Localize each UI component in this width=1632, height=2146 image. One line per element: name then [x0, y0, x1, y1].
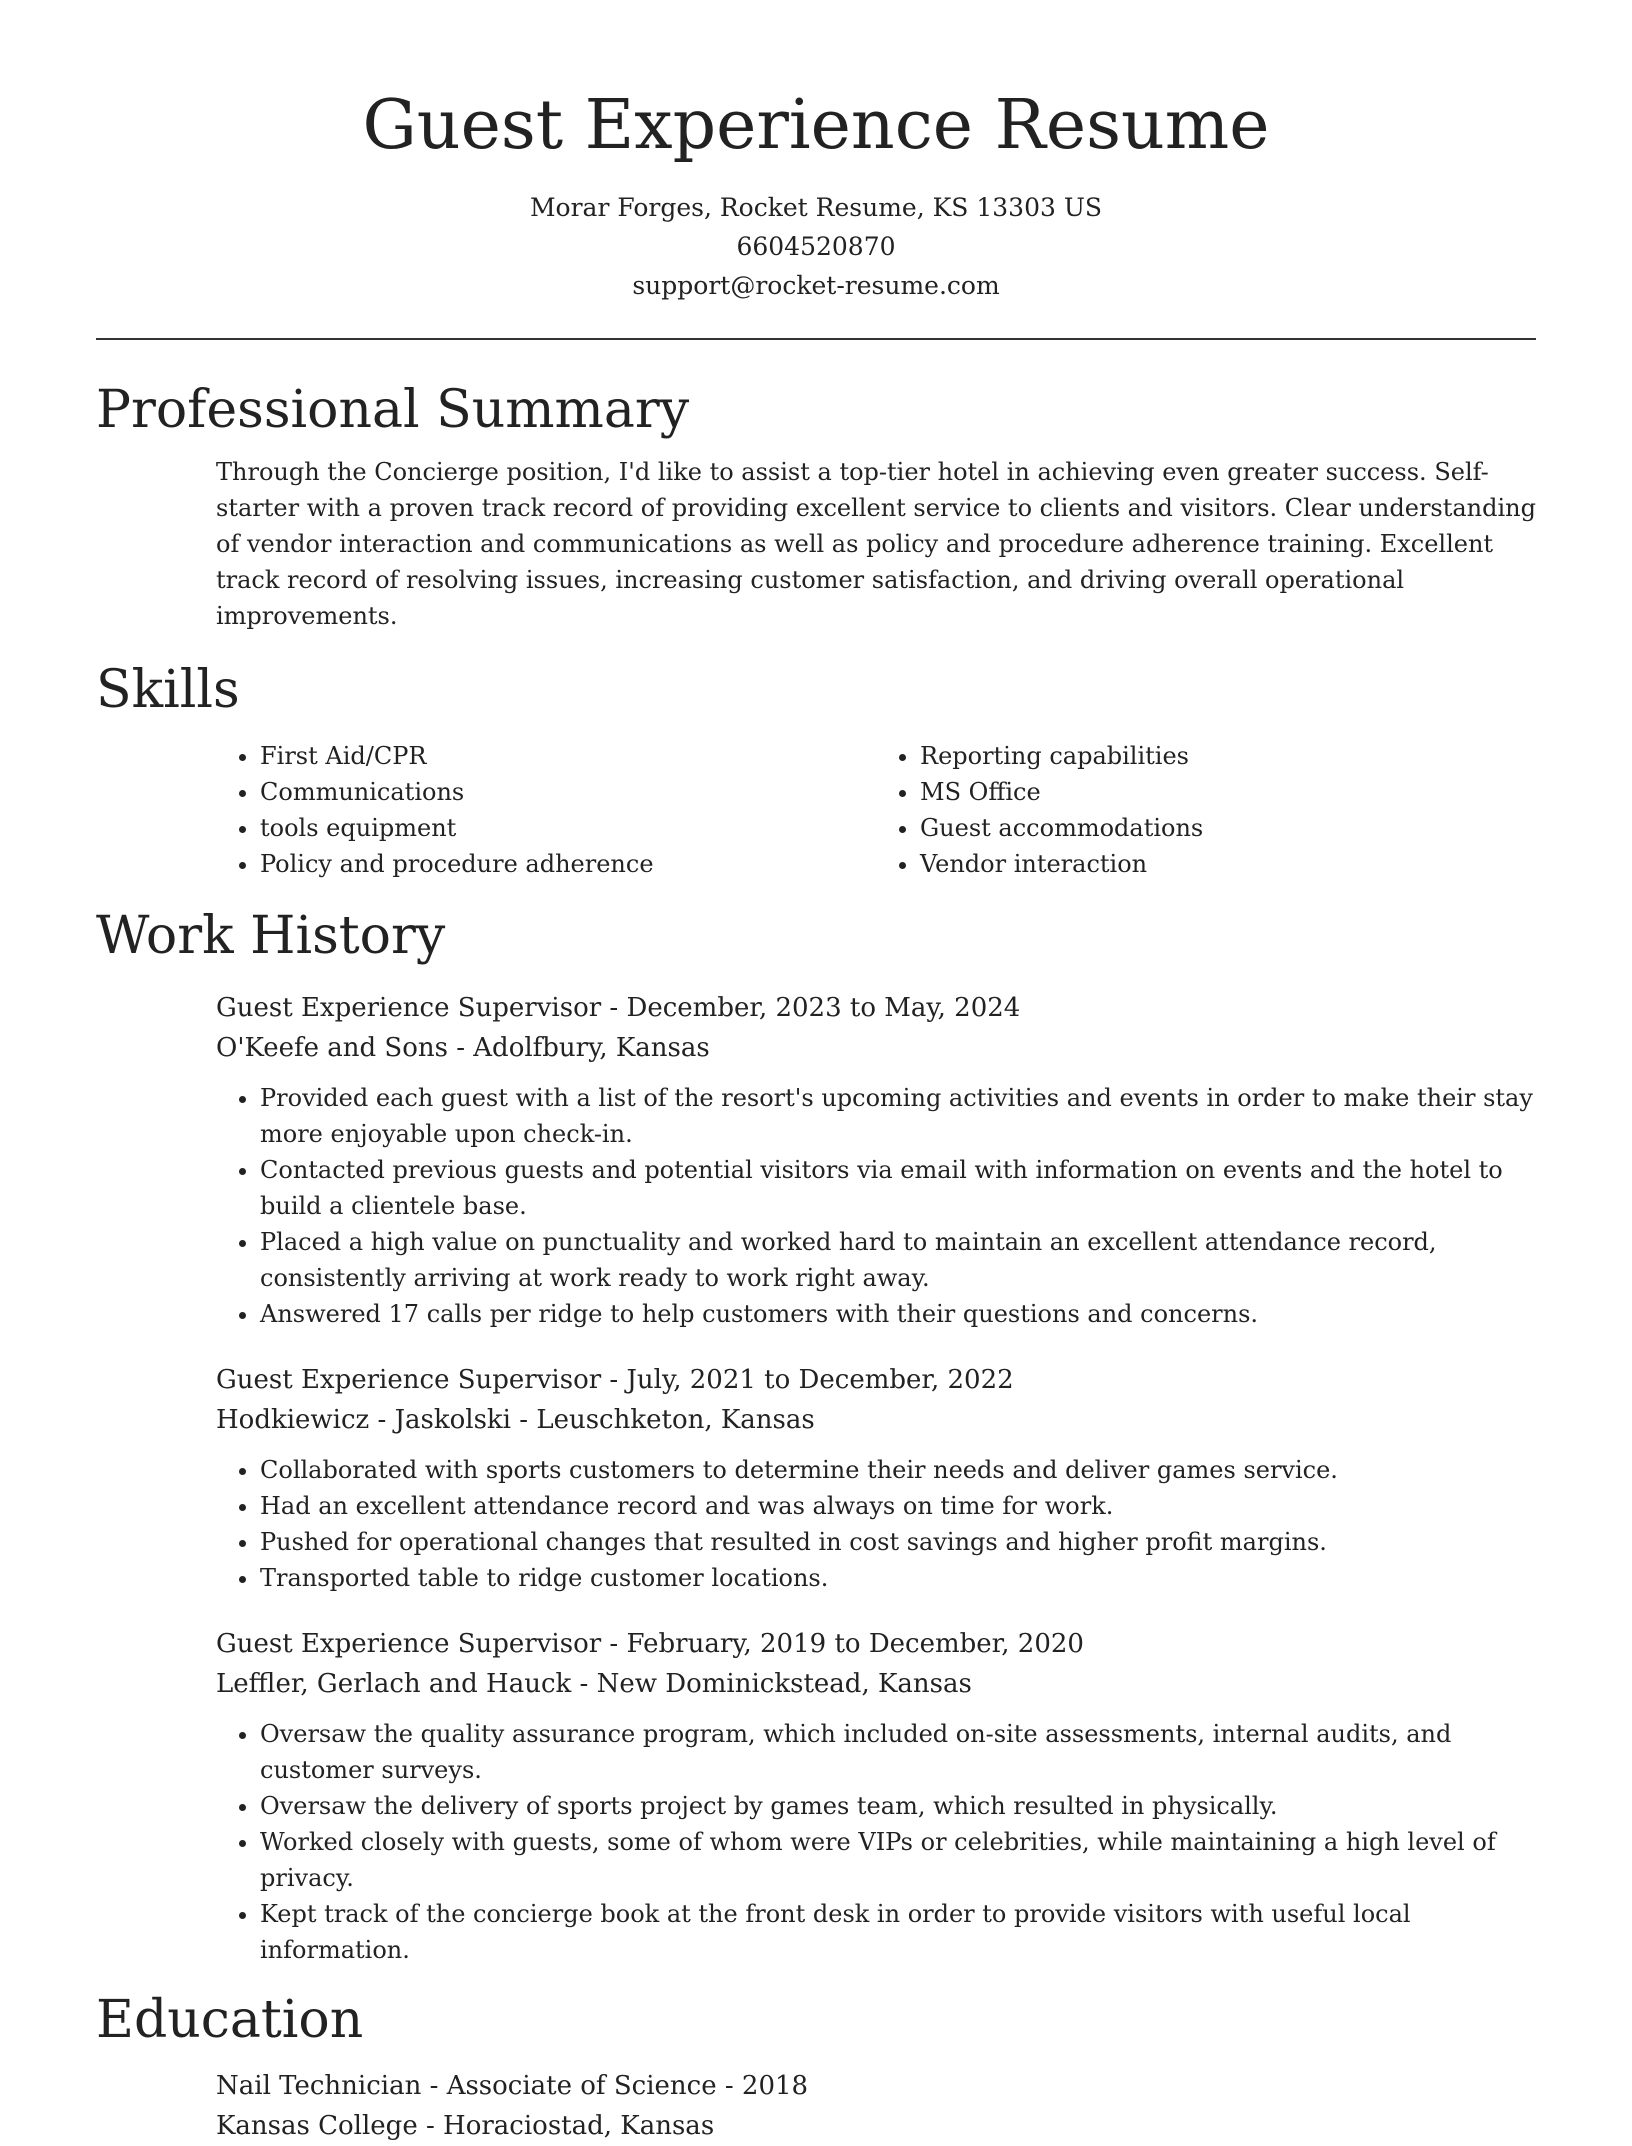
skills-section — [96, 660, 1536, 882]
education-entry — [216, 2066, 1536, 2146]
job-company-line — [216, 1028, 1536, 1068]
job-title: Guest Experience Supervisor — [216, 993, 602, 1023]
separator: - — [571, 1669, 597, 1699]
skill-item: • Vendor interaction — [920, 846, 1536, 882]
job-company-line — [216, 1664, 1536, 1704]
separator: - — [601, 1629, 627, 1659]
job-dates: July, 2021 to December, 2022 — [626, 1365, 1014, 1395]
job-bullet: • Oversaw the quality assurance program, which included on-site assessments, internal audits, and customer surveys. — [260, 1716, 1536, 1788]
job-bullet: • Oversaw the delivery of sports project by games team, which resulted in physically. — [260, 1788, 1536, 1824]
separator: - — [716, 2071, 742, 2101]
job-company-line — [216, 1400, 1536, 1440]
job-bullet: • Answered 17 calls per ridge to help customers with their questions and concerns. — [260, 1296, 1536, 1332]
header-divider — [96, 338, 1536, 340]
job-entry — [216, 988, 1536, 1332]
skills-heading: Skills — [96, 660, 240, 720]
skill-item: • Policy and procedure adherence — [260, 846, 876, 882]
education-school: Kansas College — [216, 2111, 418, 2141]
job-title-line — [216, 1624, 1536, 1664]
skill-item: • Communications — [260, 774, 876, 810]
skill-item: • Reporting capabilities — [920, 738, 1536, 774]
job-bullets — [216, 1452, 1536, 1596]
separator: - — [447, 1033, 474, 1063]
separator: - — [510, 1405, 537, 1435]
skill-item: • Guest accommodations — [920, 810, 1536, 846]
work-history-heading: Work History — [96, 906, 446, 966]
job-bullet: • Collaborated with sports customers to determine their needs and deliver games service. — [260, 1452, 1536, 1488]
contact-email: support@rocket-resume.com — [632, 271, 1000, 300]
job-company: Hodkiewicz - Jaskolski — [216, 1405, 511, 1435]
job-title-line — [216, 988, 1536, 1028]
job-title: Guest Experience Supervisor — [216, 1629, 602, 1659]
separator: - — [601, 993, 627, 1023]
job-bullet: • Worked closely with guests, some of whom were VIPs or celebrities, while maintaining a high level of privacy. — [260, 1824, 1536, 1896]
education-degree: Associate of Science — [446, 2071, 717, 2101]
contact-address: Morar Forges, Rocket Resume, KS 13303 US — [529, 193, 1103, 222]
resume-header — [96, 0, 1536, 305]
summary-section — [96, 380, 1536, 634]
education-heading: Education — [96, 1990, 364, 2050]
skills-list-left — [216, 738, 876, 882]
job-entry — [216, 1624, 1536, 1968]
skill-item: • MS Office — [920, 774, 1536, 810]
separator: - — [417, 2111, 444, 2141]
job-bullets — [216, 1716, 1536, 1968]
work-history-section — [96, 906, 1536, 1968]
job-location: New Dominickstead, Kansas — [596, 1669, 972, 1699]
job-bullet: • Transported table to ridge customer locations. — [260, 1560, 1536, 1596]
job-bullet: • Pushed for operational changes that resulted in cost savings and higher profit margins. — [260, 1524, 1536, 1560]
job-location: Adolfbury, Kansas — [473, 1033, 710, 1063]
contact-info — [96, 188, 1536, 305]
skill-item: • First Aid/CPR — [260, 738, 876, 774]
summary-text: Through the Concierge position, I'd like to assist a top-tier hotel in achieving even greater success. Self-starter with a proven track record of providing excellent service to clients and visitors. Clear understanding of vendor interaction and communications as well as policy and procedure adherence training. Excellent track record of resolving issues, increasing customer satisfaction, and driving overall operational improvements. — [216, 458, 1536, 630]
job-bullets — [216, 1080, 1536, 1332]
job-entry — [216, 1360, 1536, 1596]
job-company: Leffler, Gerlach and Hauck — [216, 1669, 572, 1699]
job-bullet: • Provided each guest with a list of the resort's upcoming activities and events in order to make their stay more enjoyable upon check-in. — [260, 1080, 1536, 1152]
contact-phone: 6604520870 — [736, 232, 896, 261]
summary-heading: Professional Summary — [96, 380, 690, 440]
job-title: Guest Experience Supervisor — [216, 1365, 602, 1395]
education-year: 2018 — [741, 2071, 809, 2101]
job-dates: December, 2023 to May, 2024 — [626, 993, 1021, 1023]
job-title-line — [216, 1360, 1536, 1400]
education-degree-line — [216, 2066, 1536, 2106]
job-location: Leuschketon, Kansas — [536, 1405, 815, 1435]
job-bullet: • Kept track of the concierge book at the front desk in order to provide visitors with useful local information. — [260, 1896, 1536, 1968]
job-dates: February, 2019 to December, 2020 — [626, 1629, 1084, 1659]
education-location: Horaciostad, Kansas — [443, 2111, 715, 2141]
education-field: Nail Technician — [216, 2071, 422, 2101]
education-school-line — [216, 2106, 1536, 2146]
separator: - — [601, 1365, 627, 1395]
job-bullet: • Had an excellent attendance record and was always on time for work. — [260, 1488, 1536, 1524]
education-section — [96, 1990, 1536, 2146]
skill-item: • tools equipment — [260, 810, 876, 846]
skills-list-right — [876, 738, 1536, 882]
job-company: O'Keefe and Sons — [216, 1033, 448, 1063]
skills-grid — [216, 738, 1536, 882]
job-bullet: • Contacted previous guests and potential visitors via email with information on events and the hotel to build a clientele base. — [260, 1152, 1536, 1224]
resume-title: Guest Experience Resume — [362, 86, 1270, 165]
separator: - — [421, 2071, 447, 2101]
job-bullet: • Placed a high value on punctuality and worked hard to maintain an excellent attendance record, consistently arriving at work ready to work right away. — [260, 1224, 1536, 1296]
